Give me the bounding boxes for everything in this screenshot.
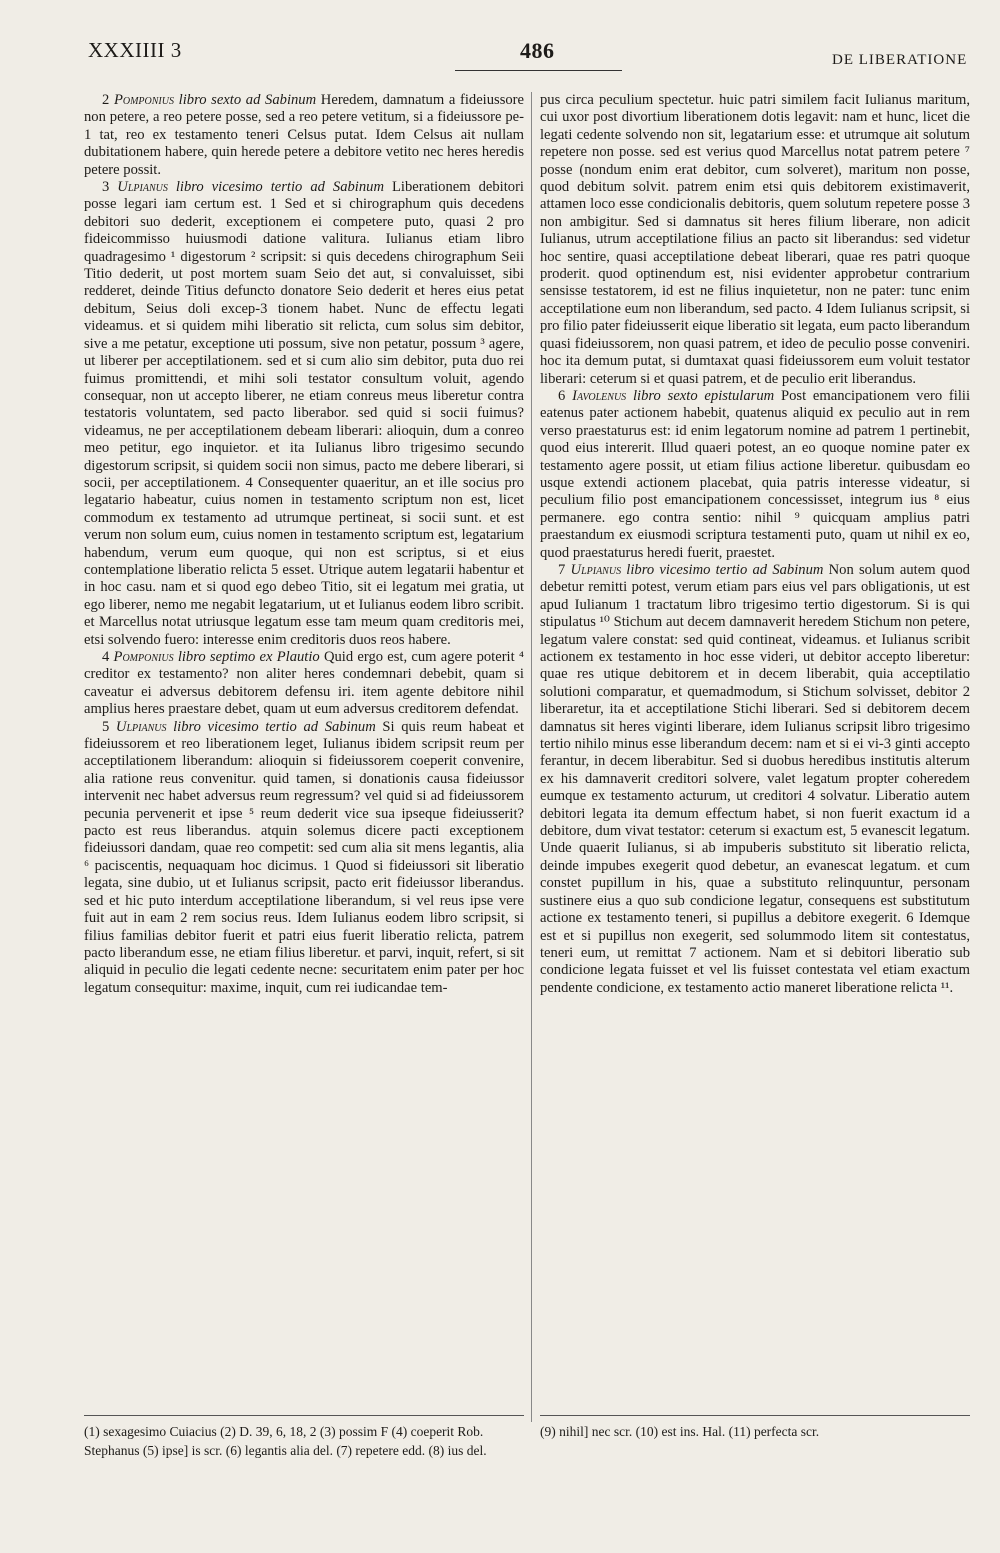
- fragment-paragraph: [84, 719, 524, 998]
- jurist-name: Pomponius: [113, 92, 174, 108]
- fragment-paragraph: [84, 649, 524, 719]
- fragment-number: 7: [558, 561, 571, 578]
- fragment-text: pus circa peculium spectetur. huic patri similem facit Iulianus maritum, cui uxor post divortium liberationem dotis legavit: nam et hunc, licet die legati cedente solvendo non sit, legatarium esse: et utrumque ait solutum repetere non posse. sed est verius quod Marcellus notat patrem petere ⁷ posse (nondum enim erat debitor, cum solveret), maritum non posse, quod debitum solvit. patrem enim etsi quis debitorem existimaverit, attamen loco esse condicionalis debitoris, quem solutum repetere posse 3 non ambigitur. Sed si damnatus sit heres filium liberare, non adicit Iulianus, utrum acceptilatione filius an pacto sit liberandus: sed videtur hoc sentire, quasi acceptilatione debeat liberari, quae res patri quoque proderit. quod optinendum est, nisi evidenter approbetur contrarium sensisse testatorem, id est ne filius inquietetur, non ne pater: tunc enim acceptilatione eum non liberandum, sed pacto. 4 Idem Iulianus scripsit, si pro filio pater fideiusserit eique liberatio sit legata, eum pacto liberandum quasi fideiussorem, non quasi patrem, et ideo de peculio posse conveniri. hoc ita demum putat, si dumtaxat quasi fideiussorem eum voluit testator liberari: ceterum si et quasi patrem, et de peculio erit liberandus.: [540, 92, 970, 387]
- text-column-left: [84, 92, 524, 997]
- jurist-name: Ulpianus: [115, 718, 167, 735]
- fragment-text: Si quis reum habeat et fideiussorem et reo liberationem leget, Iulianus ibidem scripsit reum per acceptilationem liberandum: alioquin si fideiussorem coeperit convenire, alia ratione reus convenitur. quid tamen, si donationis causa fideiussor intervenit nec habet adversus reum regressum? vel quid si ad fideiussorem pecunia pervenerit et ipse ⁵ reum dederit vice sua ipseque fideiusserit? pacto est reus liberandus. atquin solemus dicere pacti exceptionem fideiussori dandam, quae reo competit: sed cum alia sit mens legantis, alia ⁶ paciscentis, nequaquam hoc dicimus. 1 Quod si fideiussori sit liberatio legata, sine dubio, ut et Iulianus scripsit, pacto erit fideiussor liberandus. sed et hic puto interdum acceptilatione liberandum, si vel reus ipse vere fuit aut in eam 2 rem socius reus. Idem Iulianus eodem libro scripsit, si filius familias debitor fuerit et patri eius fuerit liberatio relicta, patrem pacto liberandum esse, ne etiam filius liberetur. et parvi, inquit, refert, si sit aliquid in peculio die legati cedente necne: securitatem enim pater per hoc legatum consequitur: maxime, inquit, cum rei iudicandae tem-: [84, 718, 524, 996]
- fragment-text: Non solum autem quod debetur remitti potest, verum etiam pars eius vel pars obligationis, ut est apud Iulianum 1 tractatum libro trigesimo tertio digestorum. Si is qui stipulatus ¹⁰ Stichum aut decem damnaverit heredem Stichum non petere, legatum valere constat: sed quid contineat, videamus. et Iulianus scribit actionem ex testamento in hoc esse videri, ut debitor accepto liberetur: quae res utique debitorem et in decem liberabit, quia acceptilatio solutioni comparatur, et quemadmodum, si Stichum solvisset, debitor 2 liberaretur, ita et acceptilatione Stichi liberari. Sed si debitorem decem damnatus sit heres viginti liberare, idem Iulianus scripsit libro trigesimo tertio nihilo minus esse liberandum decem: nam et si ei vi-3 ginti accepto ferantur, in decem liberabitur. Sed si duobus heredibus institutis alterum ex his damnaverit creditori solvere, valet legatum propter coheredem eumque ex testamento acturum, ut creditori 4 solvatur. Liberatio autem debitori legata ita demum effectum habet, si non fuerit exactum id a debitore, dum vivat testator: ceterum si exactum est, 5 evanescit legatum. Unde quaerit Iulianus, si ab impuberis substituto sit liberatio relicta, deinde impubes exegerit quod debetur, an evanescat legatum. et cum constet pupillum in his, quae a substituto relinquuntur, personam sustinere eius a quo sub condicione legatur, consequens est substitutum actione ex testamento teneri, si pupillus a debitore exegerit. 6 Idemque est et si pupillus non exegerit, sed solummodo litem sit contestatus, teneri eum, ut remittat 7 actionem. Nam et si debitori liberatio sub condicione legata fuisset et vel lis fuisset contestata vel etiam exactum pendente condicione, ex testamento actio maneret liberatione relicta ¹¹.: [540, 561, 970, 996]
- jurist-name: Pomponius: [113, 649, 174, 665]
- footnotes-left: (1) sexagesimo Cuiacius (2) D. 39, 6, 18, 2 (3) possim F (4) coeperit Rob. Stephanus (5) ipse] is scr. (6) legantis alia del. (7) repetere edd. (8) ius del.: [84, 1424, 487, 1458]
- fragment-paragraph: [540, 92, 970, 388]
- fragment-number: 3: [102, 179, 118, 196]
- jurist-name: Ulpianus: [570, 561, 622, 578]
- work-citation: libro sexto epistularum: [626, 387, 775, 404]
- fragment-number: 6: [558, 387, 573, 404]
- footnote-rule-right: [540, 1415, 970, 1416]
- fragment-paragraph: [84, 179, 524, 649]
- fragment-number: 2: [102, 92, 114, 108]
- fragment-number: 5: [102, 718, 116, 735]
- work-citation: libro vicesimo tertio ad Sabinum: [167, 179, 384, 196]
- work-citation: libro vicesimo tertio ad Sabinum: [621, 561, 824, 578]
- fragment-paragraph: [540, 562, 970, 997]
- running-head-left: XXXIIII 3: [88, 38, 182, 62]
- footnotes-right: (9) nihil] nec scr. (10) est ins. Hal. (11) perfecta scr.: [540, 1424, 820, 1439]
- text-column-right: [540, 92, 970, 997]
- fragment-text: Heredem, damnatum a fideiussore non petere, a reo petere posse, sed a reo petere vetitum, si a fideiussore pe-1 tat, reo ex testamento teneri Celsus putat. Idem Celsus ait nullam dubitationem habere, quin herede petere a debitore vetito nec heres heredis petere possit.: [84, 92, 525, 178]
- header-rule: [455, 70, 622, 71]
- fragment-text: Quid ergo est, cum agere poterit ⁴ creditor ex testamento? non aliter heres condemnari debebit, quam si caveatur ei adversus debitorem defensu iri. item agente debitore nihil amplius heres praestare debet, quam ut eum adversus creditorem defendat.: [84, 649, 524, 718]
- jurist-name: Ulpianus: [117, 179, 168, 196]
- fragment-paragraph: [84, 92, 524, 179]
- work-citation: libro vicesimo tertio ad Sabinum: [166, 718, 376, 735]
- work-citation: libro septimo ex Plautio: [173, 649, 320, 665]
- fragment-text: Liberationem debitori posse legari iam certum est. 1 Sed et si chirographum quis decedens debitori suo dederit, exceptionem ei competere puto, quasi 2 pro fideicommisso huiusmodi datione valitura. Iulianus etiam libro quadragesimo ¹ digestorum ² scripsit: si quis decedens chirographum Seii Titio dederit, ut post mortem suam Seio det aut, si convaluisset, sibi redderet, deinde Titius defuncto donatore Seio dederit et heres eius petat debitum, Seius doli excep-3 tionem habet. Nunc de effectu legati videamus. et si quidem mihi liberatio sit relicta, cum solus sim debitor, sive a me petatur, exceptione uti possum, sive non petatur, possum ³ agere, ut liberer per acceptilationem. sed et si cum alio sim debitor, puta duo rei fuimus promittendi, et mihi soli testator consultum voluit, agendo consequar, non ut accepto liberer, ne etiam conreus meus liberetur contra testatoris voluntatem, sed pacto liberabor. sed quid si socii fuimus? videamus, ne per acceptilationem debeam liberari: alioquin, dum a conreo meo petitur, ego inquietor. et ita Iulianus libro trigesimo secundo digestorum scripsit, si quidem socii non simus, pacto me debere liberari, si socii, per acceptilationem. 4 Consequenter quaeritur, an et ille socius pro legatario habeatur, cuius nomen in testamento scriptum non est, licet commodum ex testamento ad utrumque pertineat, si socii sunt. et est verum non solum eum, cuius nomen in testamento scriptum est, legatarium habendum, verum eum quoque, qui non est scriptus, si et eius contemplatione liberatio relicta 5 esset. Utrique autem legatarii habentur et in hoc casu. nam et si quod ego debeo Titio, sit ei legatum mei gratia, ut ego liberer, nemo me negabit legatarium, ut et Iulianus eodem libro scribit. et Marcellus notat utriusque legatum esse tam meum quam creditoris mei, etsi solvendo fuero: interesse enim creditoris duos reos habere.: [84, 179, 524, 648]
- footnote-rule-left: [84, 1415, 524, 1416]
- fragment-number: 4: [102, 649, 114, 665]
- fragment-paragraph: [540, 388, 970, 562]
- work-citation: libro sexto ad Sabinum: [174, 92, 317, 108]
- column-divider: [531, 92, 532, 1422]
- jurist-name: Iavolenus: [572, 387, 627, 404]
- page-number: 486: [520, 38, 555, 63]
- running-head-title: DE LIBERATIONE: [832, 52, 968, 68]
- fragment-text: Post emancipationem vero filii eatenus pater actionem habebit, quatenus aliquid ex peculio aut in rem verso praestaturus est: id enim legatorum nomine ad patrem 1 pertinebit, quod eius intererit. Illud quaeri potest, an eo quoque nomine pater ex testamento agere possit, ut etiam filius actione liberetur. quibusdam eo usque extendi actionem placebat, quia patris interesse videatur, si peculium filio post emancipationem concessisset, integrum ius ⁸ eius permanere. ego contra sentio: nihil ⁹ quicquam amplius patri praestandum ex eiusmodi scriptura testamenti puto, quam ut nihil ex eo, quod praestaturus heredi fuerit, praestet.: [540, 387, 970, 561]
